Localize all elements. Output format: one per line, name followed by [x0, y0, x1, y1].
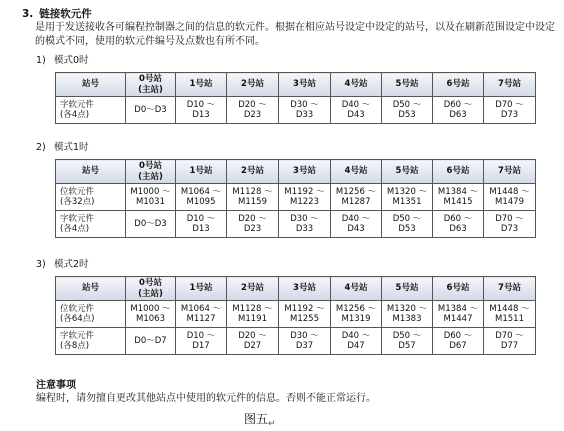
- cell-text-line: D40 ～: [341, 213, 371, 224]
- cell-text-line: 1号站: [189, 79, 213, 90]
- cell-text-line: 6号站: [446, 283, 470, 294]
- device-range-cell: [176, 97, 227, 124]
- mode-2-label: [36, 256, 89, 270]
- cell-text-line: D60 ～: [443, 330, 473, 341]
- mode-0-table: [55, 72, 536, 124]
- device-range-cell: [279, 301, 331, 328]
- cell-text-line: M1319: [341, 314, 371, 324]
- device-range-cell: [382, 211, 433, 238]
- device-range-cell: [126, 328, 176, 355]
- header-station-label: [56, 277, 126, 301]
- cell-text-line: M1127: [186, 314, 216, 324]
- header-station-6: [433, 160, 484, 184]
- device-range-cell: [279, 328, 331, 355]
- cell-text-line: M1192 ～: [284, 303, 325, 314]
- cell-text-line: 6号站: [446, 79, 470, 90]
- device-range-cell: [433, 211, 484, 238]
- cell-text-line: 5号站: [395, 166, 419, 177]
- header-station-5: [382, 277, 433, 301]
- mode-1-table: [55, 159, 536, 238]
- device-range-cell: [176, 211, 227, 238]
- cell-text-line: 站号: [81, 283, 99, 294]
- table-row: [56, 301, 536, 328]
- cell-text-line: M1192 ～: [284, 186, 325, 197]
- note-title: 注意事项: [36, 380, 76, 391]
- table-header-row: [56, 160, 536, 184]
- section-description: 是用于发送接收各可编程控制器之间的信息的软元件。根据在相应站号设定中设定的站号，以及在刷新范围设定中设定的模式不同，使用的软元件编号及点数也有所不同。: [35, 22, 555, 47]
- cell-text-line: D50 ～: [392, 99, 422, 110]
- header-station-1: [176, 73, 227, 97]
- cell-text-line: D13: [192, 224, 210, 234]
- cell-text-line: D60 ～: [443, 99, 473, 110]
- header-station-2: [227, 277, 279, 301]
- cell-text-line: 2号站: [241, 166, 264, 177]
- cell-text-line: D70 ～: [495, 213, 524, 224]
- device-range-cell: [331, 184, 382, 211]
- header-station-0: [126, 160, 176, 184]
- device-range-cell: [484, 328, 536, 355]
- cell-text-line: 1号站: [189, 166, 213, 177]
- device-range-cell: [331, 97, 382, 124]
- header-station-7: [484, 277, 536, 301]
- cell-text-line: D60 ～: [443, 213, 473, 224]
- cell-text-line: 0号站: [139, 161, 162, 171]
- header-station-4: [331, 277, 382, 301]
- device-range-cell: [126, 97, 176, 124]
- device-range-cell: [227, 328, 279, 355]
- device-range-cell: [433, 301, 484, 328]
- cell-text-line: M1031: [136, 197, 165, 207]
- cell-text-line: D50 ～: [392, 330, 422, 341]
- device-range-cell: [227, 184, 279, 211]
- cell-text-line: M1256 ～: [335, 186, 377, 197]
- cell-text-line: M1095: [186, 197, 216, 207]
- device-range-cell: [433, 328, 484, 355]
- device-range-cell: [279, 184, 331, 211]
- cell-text-line: M1511: [495, 314, 524, 324]
- row-device-type: [56, 301, 126, 328]
- device-range-cell: [331, 328, 382, 355]
- cell-text-line: M1000 ～: [130, 186, 171, 197]
- cell-text-line: 1号站: [189, 283, 213, 294]
- device-range-cell: [433, 97, 484, 124]
- cell-text-line: M1351: [392, 197, 422, 207]
- cell-text-line: (各32点): [60, 197, 95, 207]
- figure-caption: [244, 410, 276, 429]
- cell-text-line: M1320 ～: [386, 303, 428, 314]
- cell-text-line: M1000 ～: [130, 303, 171, 314]
- header-station-2: [227, 160, 279, 184]
- cell-text-line: D50 ～: [392, 213, 422, 224]
- table-row: [56, 328, 536, 355]
- caption-text: 图五: [244, 412, 269, 426]
- cell-text-line: M1384 ～: [437, 303, 479, 314]
- device-range-cell: [279, 211, 331, 238]
- header-station-4: [331, 160, 382, 184]
- cell-text-line: D0～D3: [134, 218, 167, 229]
- cell-text-line: 0号站: [139, 278, 162, 288]
- cell-text-line: M1191: [238, 314, 267, 324]
- cell-text-line: D30 ～: [290, 99, 319, 110]
- cell-text-line: M1064 ～: [180, 186, 222, 197]
- table-row: [56, 97, 536, 124]
- cell-text-line: D63: [449, 224, 467, 234]
- cell-text-line: (主站): [138, 171, 163, 182]
- header-station-0: [126, 73, 176, 97]
- cell-text-line: 2号站: [241, 283, 264, 294]
- cell-text-line: D20 ～: [238, 213, 267, 224]
- cell-text-line: M1287: [341, 197, 371, 207]
- table-header-row: [56, 73, 536, 97]
- header-station-1: [176, 277, 227, 301]
- device-range-cell: [484, 97, 536, 124]
- cell-text-line: D0～D7: [134, 335, 167, 346]
- row-device-type: [56, 184, 126, 211]
- device-range-cell: [382, 301, 433, 328]
- cell-text-line: 5号站: [395, 283, 419, 294]
- row-device-type: [56, 211, 126, 238]
- device-range-cell: [331, 211, 382, 238]
- cell-text-line: M1128 ～: [232, 303, 273, 314]
- cell-text-line: D43: [347, 110, 365, 120]
- section-title: [22, 6, 92, 21]
- cell-text-line: 4号站: [344, 166, 368, 177]
- device-range-cell: [279, 97, 331, 124]
- cell-text-line: M1063: [136, 314, 165, 324]
- cell-text-line: (各8点): [60, 341, 90, 351]
- cell-text-line: (主站): [138, 288, 163, 299]
- device-range-cell: [331, 301, 382, 328]
- header-station-1: [176, 160, 227, 184]
- row-device-type: [56, 97, 126, 124]
- cell-text-line: D33: [295, 110, 314, 120]
- header-station-6: [433, 73, 484, 97]
- device-range-cell: [382, 328, 433, 355]
- mode-title: 模式1时: [54, 142, 89, 153]
- table-row: [56, 184, 536, 211]
- device-range-cell: [382, 184, 433, 211]
- cell-text-line: 7号站: [498, 166, 521, 177]
- cell-text-line: D73: [500, 224, 519, 234]
- header-station-3: [279, 277, 331, 301]
- cell-text-line: M1256 ～: [335, 303, 377, 314]
- header-station-7: [484, 160, 536, 184]
- header-station-5: [382, 160, 433, 184]
- cell-text-line: D70 ～: [495, 330, 524, 341]
- cell-text-line: (各4点): [60, 110, 90, 120]
- cell-text-line: D20 ～: [238, 99, 267, 110]
- cell-text-line: D20 ～: [238, 330, 267, 341]
- cell-text-line: M1448 ～: [489, 186, 530, 197]
- cell-text-line: M1384 ～: [437, 186, 479, 197]
- cell-text-line: 字软元件: [60, 99, 95, 110]
- cell-text-line: 7号站: [498, 79, 521, 90]
- mode-number: 2): [36, 142, 46, 153]
- cell-text-line: D23: [243, 224, 262, 234]
- header-station-6: [433, 277, 484, 301]
- cell-text-line: M1479: [495, 197, 524, 207]
- cell-text-line: 站号: [81, 166, 99, 177]
- cell-text-line: D53: [398, 224, 416, 234]
- cell-text-line: M1447: [443, 314, 473, 324]
- cell-text-line: (各64点): [60, 314, 95, 324]
- header-station-3: [279, 160, 331, 184]
- cell-text-line: M1383: [392, 314, 422, 324]
- return-mark-icon: ↵: [268, 419, 276, 429]
- note-body: 编程时，请勿擅自更改其他站点中使用的软元件的信息。否则不能正常运行。: [36, 393, 376, 404]
- cell-text-line: 0号站: [139, 74, 162, 84]
- cell-text-line: M1255: [290, 314, 319, 324]
- device-range-cell: [176, 184, 227, 211]
- cell-text-line: D17: [192, 341, 210, 351]
- cell-text-line: D30 ～: [290, 213, 319, 224]
- device-range-cell: [227, 301, 279, 328]
- cell-text-line: D0～D3: [134, 104, 167, 115]
- device-range-cell: [176, 328, 227, 355]
- header-station-7: [484, 73, 536, 97]
- cell-text-line: (主站): [138, 84, 163, 95]
- section-title-text: 链接软元件: [39, 8, 92, 20]
- device-range-cell: [382, 97, 433, 124]
- device-range-cell: [484, 211, 536, 238]
- cell-text-line: M1448 ～: [489, 303, 530, 314]
- cell-text-line: 位软元件: [60, 186, 95, 197]
- device-range-cell: [176, 301, 227, 328]
- header-station-3: [279, 73, 331, 97]
- cell-text-line: D23: [243, 110, 262, 120]
- cell-text-line: M1223: [290, 197, 319, 207]
- mode-title: 模式2时: [54, 259, 89, 270]
- section-number: 3.: [22, 8, 34, 20]
- cell-text-line: D30 ～: [290, 330, 319, 341]
- header-station-4: [331, 73, 382, 97]
- cell-text-line: D10 ～: [186, 99, 216, 110]
- row-device-type: [56, 328, 126, 355]
- cell-text-line: 4号站: [344, 79, 368, 90]
- cell-text-line: 3号站: [293, 79, 316, 90]
- cell-text-line: 2号站: [241, 79, 264, 90]
- device-range-cell: [227, 97, 279, 124]
- header-station-2: [227, 73, 279, 97]
- cell-text-line: D57: [398, 341, 416, 351]
- cell-text-line: D63: [449, 110, 467, 120]
- device-range-cell: [126, 211, 176, 238]
- mode-0-label: [36, 52, 89, 66]
- cell-text-line: 字软元件: [60, 330, 95, 341]
- mode-number: 1): [36, 55, 46, 66]
- cell-text-line: D27: [243, 341, 262, 351]
- cell-text-line: D33: [295, 224, 314, 234]
- cell-text-line: D40 ～: [341, 99, 371, 110]
- cell-text-line: D37: [295, 341, 314, 351]
- cell-text-line: M1128 ～: [232, 186, 273, 197]
- cell-text-line: M1415: [443, 197, 473, 207]
- cell-text-line: 位软元件: [60, 303, 95, 314]
- cell-text-line: D53: [398, 110, 416, 120]
- device-range-cell: [126, 184, 176, 211]
- table-row: [56, 211, 536, 238]
- header-station-label: [56, 73, 126, 97]
- header-station-0: [126, 277, 176, 301]
- cell-text-line: 站号: [81, 79, 99, 90]
- cell-text-line: 6号站: [446, 166, 470, 177]
- cell-text-line: D10 ～: [186, 213, 216, 224]
- cell-text-line: D70 ～: [495, 99, 524, 110]
- device-range-cell: [227, 211, 279, 238]
- device-range-cell: [433, 184, 484, 211]
- mode-1-label: [36, 139, 89, 153]
- cell-text-line: M1320 ～: [386, 186, 428, 197]
- cell-text-line: D47: [347, 341, 365, 351]
- cell-text-line: 3号站: [293, 166, 316, 177]
- cell-text-line: D67: [449, 341, 467, 351]
- device-range-cell: [484, 184, 536, 211]
- header-station-5: [382, 73, 433, 97]
- cell-text-line: D73: [500, 110, 519, 120]
- cell-text-line: (各4点): [60, 224, 90, 234]
- device-range-cell: [484, 301, 536, 328]
- cell-text-line: D40 ～: [341, 330, 371, 341]
- cell-text-line: D43: [347, 224, 365, 234]
- mode-2-table: [55, 276, 536, 355]
- cell-text-line: D10 ～: [186, 330, 216, 341]
- table-header-row: [56, 277, 536, 301]
- cell-text-line: D13: [192, 110, 210, 120]
- cell-text-line: M1159: [238, 197, 267, 207]
- mode-number: 3): [36, 259, 46, 270]
- device-range-cell: [126, 301, 176, 328]
- cell-text-line: D77: [500, 341, 519, 351]
- cell-text-line: 4号站: [344, 283, 368, 294]
- cell-text-line: 3号站: [293, 283, 316, 294]
- cell-text-line: 5号站: [395, 79, 419, 90]
- header-station-label: [56, 160, 126, 184]
- cell-text-line: M1064 ～: [180, 303, 222, 314]
- cell-text-line: 字软元件: [60, 213, 95, 224]
- mode-title: 模式0时: [54, 55, 89, 66]
- cell-text-line: 7号站: [498, 283, 521, 294]
